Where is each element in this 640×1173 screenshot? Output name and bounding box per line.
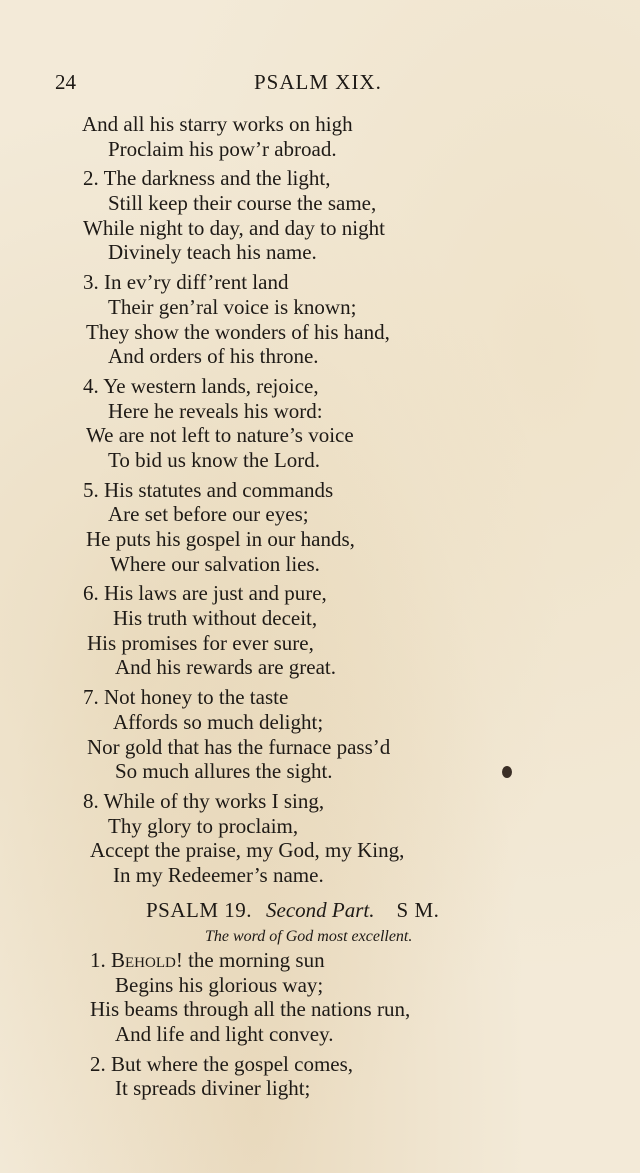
verse-line: 5. His statutes and commands xyxy=(83,477,334,502)
verse-line: Divinely teach his name. xyxy=(108,240,317,265)
verse-line: Accept the praise, my God, my King, xyxy=(90,838,405,863)
verse-line: They show the wonders of his hand, xyxy=(86,319,390,344)
verse-line: 7. Not honey to the taste xyxy=(83,685,289,710)
verse-line: 8. While of thy works I sing, xyxy=(83,788,325,813)
stanza-2b xyxy=(0,1052,640,1101)
verse-line: Thy glory to proclaim, xyxy=(108,813,299,838)
verse-line: Begins his glorious way; xyxy=(115,972,324,997)
psalm-part-one xyxy=(0,112,640,893)
verse-line: Here he reveals his word: xyxy=(108,398,323,423)
psalm-part-two xyxy=(0,948,640,1106)
section-subtitle: The word of God most excellent. xyxy=(205,928,413,945)
stanza-continuation xyxy=(0,112,640,161)
verse-line: And orders of his throne. xyxy=(108,344,319,369)
verse-line: 4. Ye western lands, rejoice, xyxy=(83,373,319,398)
verse-line: 2. The darkness and the light, xyxy=(83,166,331,191)
stanza-8 xyxy=(0,789,640,888)
stanza-6 xyxy=(0,581,640,680)
verse-line: His beams through all the nations run, xyxy=(90,997,411,1022)
verse-line: His truth without deceit, xyxy=(113,606,318,631)
verse-line: 6. His laws are just and pure, xyxy=(83,581,327,606)
verse-line: It spreads diviner light; xyxy=(115,1076,311,1101)
verse-line: Their gen’ral voice is known; xyxy=(108,294,357,319)
running-head: PSALM XIX. xyxy=(254,70,382,94)
verse-line: Affords so much delight; xyxy=(113,709,324,734)
verse-line: To bid us know the Lord. xyxy=(108,447,321,472)
verse-line: So much allures the sight. xyxy=(115,759,333,784)
verse-line: Proclaim his pow’r abroad. xyxy=(108,136,337,161)
ink-spot xyxy=(502,766,512,778)
section-meter: S M. xyxy=(396,898,440,922)
verse-line xyxy=(0,948,640,973)
stanza-1 xyxy=(0,948,640,1047)
stanza-7 xyxy=(0,685,640,784)
stanza-5 xyxy=(0,478,640,577)
stanza-4 xyxy=(0,374,640,473)
verse-line: 2. But where the gospel comes, xyxy=(90,1051,354,1076)
verse-line: His promises for ever sure, xyxy=(87,630,314,655)
stanza-2 xyxy=(0,166,640,265)
verse-number: 1. xyxy=(90,948,106,972)
verse-line: 3. In ev’ry diff’rent land xyxy=(83,270,289,295)
verse-line: And all his starry works on high xyxy=(82,112,353,136)
section-title: PSALM 19. xyxy=(146,898,253,922)
stanza-3 xyxy=(0,270,640,369)
verse-line: And life and light convey. xyxy=(115,1022,334,1047)
verse-line: He puts his gospel in our hands, xyxy=(86,527,355,551)
verse-line: And his rewards are great. xyxy=(115,655,336,680)
verse-line: Still keep their course the same, xyxy=(108,191,377,216)
verse-line-rest: ! the morning sun xyxy=(175,948,325,972)
page-number: 24 xyxy=(55,70,76,94)
verse-line: Are set before our eyes; xyxy=(108,502,309,527)
section-part: Second Part. xyxy=(266,898,375,922)
verse-line: In my Redeemer’s name. xyxy=(113,862,324,887)
verse-line: Nor gold that has the furnace pass’d xyxy=(87,734,391,759)
verse-line: Where our salvation lies. xyxy=(110,551,320,576)
verse-line: While night to day, and day to night xyxy=(83,215,385,240)
verse-line: We are not left to nature’s voice xyxy=(86,423,354,448)
verse-first-word: Behold xyxy=(111,948,176,972)
section-heading xyxy=(146,898,439,923)
